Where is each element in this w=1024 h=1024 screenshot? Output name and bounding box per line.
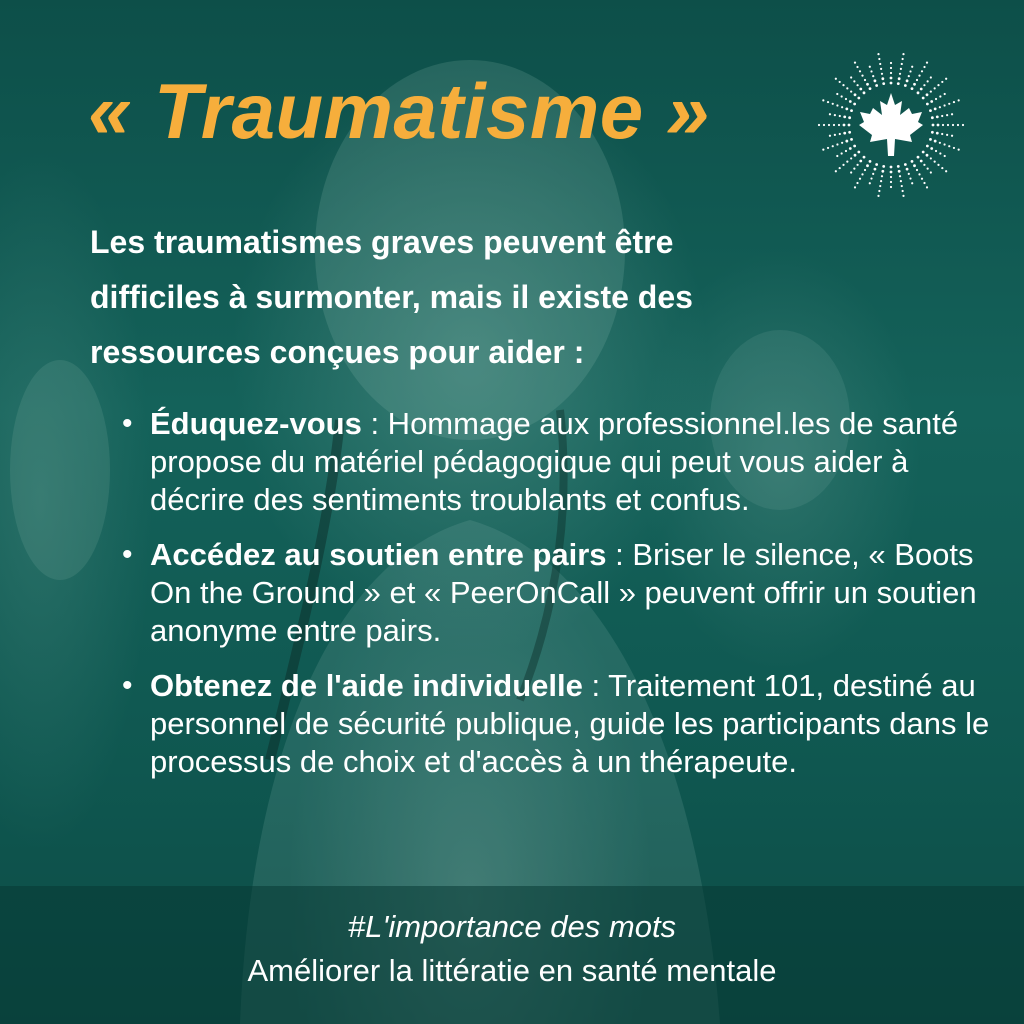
- item-text: : Briser le silence, « Boots On the Ground » et « PeerOnCall » peuvent offrir un soutien anonyme entre pairs.: [150, 537, 977, 648]
- item-heading: Éduquez-vous: [150, 406, 362, 441]
- footer-subtitle: Améliorer la littératie en santé mentale: [247, 953, 777, 988]
- bullet-icon: •: [122, 407, 133, 440]
- list-item: [122, 405, 1002, 519]
- item-heading: Accédez au soutien entre pairs: [150, 537, 607, 572]
- page-title: « Traumatisme »: [88, 67, 710, 155]
- bullet-icon: •: [122, 669, 133, 702]
- resource-list: [122, 405, 1002, 798]
- hashtag: #L'importance des mots: [347, 909, 677, 944]
- item-heading: Obtenez de l'aide individuelle: [150, 668, 583, 703]
- list-item: [122, 667, 1002, 781]
- item-text: : Traitement 101, destiné au personnel de sécurité publique, guide les participants dans le processus de choix et d'accès à un thérapeute.: [150, 668, 990, 779]
- maple-leaf-burst-icon: [816, 50, 966, 200]
- bullet-icon: •: [122, 538, 133, 571]
- item-text: : Hommage aux professionnel.les de santé propose du matériel pédagogique qui peut vous aider à décrire des sentiments troublants et confus.: [150, 406, 959, 517]
- intro-text: Les traumatismes graves peuvent être difficiles à surmonter, mais il existe des ressources conçues pour aider :: [90, 224, 693, 370]
- list-item: [122, 536, 1002, 650]
